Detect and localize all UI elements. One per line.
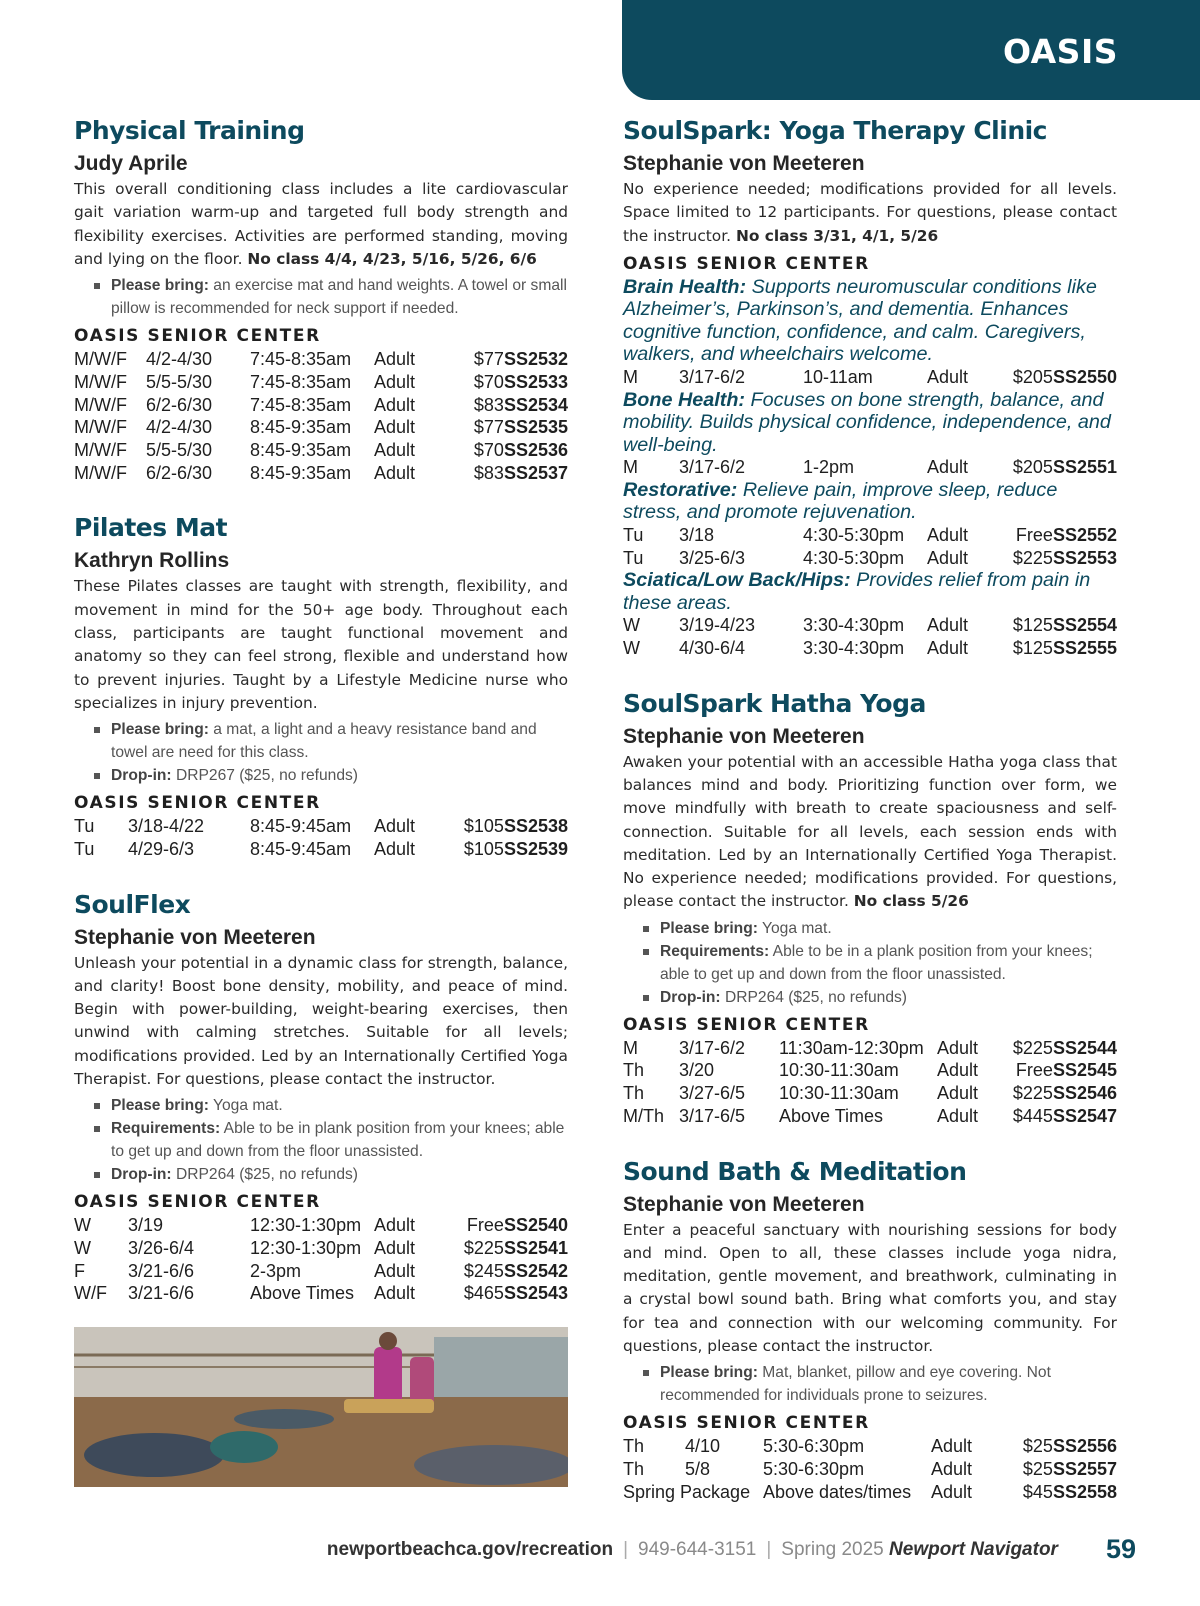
schedule-row (74, 439, 568, 462)
schedule-table (74, 815, 568, 860)
class-title: Pilates Mat (74, 513, 228, 543)
note-text: Yoga mat. (213, 1097, 283, 1115)
schedule-row (74, 348, 568, 371)
notes-list (74, 718, 568, 787)
subclass-text: Relieve pain, improve sleep, reduce stress, and promote rejuvenation. (623, 478, 1058, 524)
note-text: DRP264 ($25, no refunds) (724, 988, 907, 1006)
schedule-fee: Free (1015, 524, 1053, 545)
schedule-time: 4:30-5:30pm (803, 524, 905, 545)
note-text: DRP264 ($25, no refunds) (175, 1166, 358, 1184)
schedule-fee: $225 (1012, 1037, 1053, 1058)
schedule-fee: $465 (463, 1283, 504, 1304)
schedule-age: Adult (374, 440, 416, 460)
schedule-age: Adult (937, 1037, 979, 1058)
schedule-age: Adult (374, 838, 416, 859)
schedule-days: M (623, 366, 638, 387)
schedule-days: W (623, 637, 640, 658)
schedule-time: 12:30-1:30pm (250, 1238, 362, 1259)
schedule-days: M (623, 1037, 638, 1058)
package-age: Adult (931, 1481, 973, 1502)
schedule-body (623, 1435, 1117, 1480)
footer-separator: | (766, 1538, 772, 1560)
no-class-dates: No class 4/4, 4/23, 5/16, 5/26, 6/6 (247, 249, 537, 268)
schedule-code: SS2532 (503, 349, 568, 370)
note-text: a mat, a light and a heavy resistance band and towel are need for this class. (111, 721, 537, 762)
schedule-code: SS2542 (503, 1260, 568, 1281)
note-item (74, 764, 568, 787)
schedule-row (74, 1260, 568, 1283)
schedule-code: SS2534 (503, 394, 568, 415)
schedule-code: SS2539 (503, 838, 568, 859)
schedule-code: SS2545 (1052, 1060, 1117, 1081)
schedule-age: Adult (937, 1083, 979, 1104)
note-item (623, 940, 1117, 986)
notes-list (623, 917, 1117, 1009)
schedule-row (74, 371, 568, 394)
class-soulspark-clinic (623, 113, 1117, 660)
page-number: 59 (1105, 1534, 1136, 1564)
schedule-dates: 5/8 (685, 1458, 711, 1479)
schedule-age: Adult (374, 1283, 416, 1304)
note-label: Drop-in: (111, 767, 172, 785)
schedule-days: W (623, 615, 640, 636)
note-label: Please bring: (660, 1364, 758, 1382)
schedule-row (623, 1037, 1117, 1060)
schedule-fee: $245 (463, 1260, 504, 1281)
schedule-code: SS2557 (1052, 1458, 1117, 1479)
section-banner (622, 0, 1200, 100)
schedule-days: Tu (623, 524, 644, 545)
description-text: Awaken your potential with an accessible Hatha yoga class that balances mind and body. Prioritizing function over form, we move mindfully with breath to create spaciousness and self-connection. Suitable for all levels, each session ends with meditation. Led by an Internationally Certified Yoga Therapist. No experience needed; modifications provided. For questions, please contact the instructor. (623, 752, 1117, 911)
schedule-time: 5:30-6:30pm (763, 1436, 865, 1457)
package-times: Above dates/times (763, 1481, 912, 1502)
schedule-dates: 3/19-4/23 (679, 615, 756, 636)
class-title: SoulSpark Hatha Yoga (623, 688, 926, 718)
schedule-age: Adult (374, 1238, 416, 1259)
schedule-days: M (623, 457, 638, 478)
note-label: Please bring: (660, 919, 758, 937)
schedule-code: SS2541 (503, 1238, 568, 1259)
schedule-time: 11:30am-12:30pm (779, 1037, 924, 1058)
schedule-time: 3:30-4:30pm (803, 637, 905, 658)
reclining-participant (84, 1433, 224, 1477)
schedule-time: Above Times (779, 1105, 884, 1126)
schedule-dates: 3/25-6/3 (679, 547, 746, 568)
schedule-age: Adult (374, 462, 416, 483)
notes-list (74, 1094, 568, 1186)
schedule-fee: $105 (463, 816, 504, 837)
note-label: Requirements: (660, 942, 770, 960)
class-title: Physical Training (74, 116, 305, 145)
schedule-time: 4:30-5:30pm (803, 547, 905, 568)
schedule-row (74, 1214, 568, 1237)
schedule-dates: 3/26-6/4 (128, 1238, 195, 1259)
schedule-fee: $225 (463, 1238, 504, 1259)
schedule-dates: 3/18 (679, 524, 715, 545)
reclining-participant-3 (234, 1409, 334, 1429)
schedule-row (623, 547, 1117, 570)
note-label: Requirements: (111, 1120, 221, 1138)
schedule-dates: 3/21-6/6 (128, 1260, 195, 1281)
schedule-dates: 3/21-6/6 (128, 1283, 195, 1304)
instructor-name: Stephanie von Meeteren (623, 724, 865, 748)
subclass-brain-health (623, 276, 1117, 366)
no-class-dates: No class 5/26 (853, 892, 969, 911)
sound-bowls (344, 1399, 434, 1413)
schedule-row (74, 1237, 568, 1260)
schedule-age: Adult (374, 1260, 416, 1281)
note-label: Please bring: (111, 721, 209, 739)
schedule-table (623, 614, 1117, 659)
schedule-code: SS2544 (1052, 1037, 1117, 1058)
note-label: Drop-in: (111, 1166, 172, 1184)
schedule-age: Adult (374, 394, 416, 415)
schedule-days: Tu (74, 838, 95, 859)
schedule-fee: $125 (1012, 637, 1053, 658)
schedule-code: SS2535 (503, 417, 568, 438)
subclass-text: Supports neuromuscular conditions like Alzheimer’s, Parkinson’s, and dementia. Enhances cognitive function, confidence, and calm. Caregivers, walkers, and wheelchairs welcome. (623, 275, 1097, 366)
note-item (74, 1117, 568, 1163)
note-text: Mat, blanket, pillow and eye covering. Not recommended for individuals prone to seizures. (660, 1364, 1051, 1405)
schedule-time: 7:45-8:35am (250, 394, 352, 415)
schedule-row (623, 524, 1117, 547)
schedule-time: 10-11am (803, 366, 873, 387)
instructor-name: Kathryn Rollins (74, 549, 230, 573)
schedule-row (74, 394, 568, 417)
venue-heading: OASIS SENIOR CENTER (74, 793, 321, 814)
schedule-days: W (74, 1215, 91, 1236)
schedule-fee: $70 (473, 440, 504, 460)
schedule-row (623, 456, 1117, 479)
schedule-code: SS2550 (1052, 366, 1117, 387)
note-label: Drop-in: (660, 988, 721, 1006)
instructor-name: Judy Aprile (74, 152, 188, 175)
schedule-fee: Free (466, 1215, 504, 1236)
class-title: SoulSpark: Yoga Therapy Clinic (623, 116, 1048, 145)
class-title: Sound Bath & Meditation (623, 1156, 967, 1186)
schedule-code: SS2537 (503, 462, 568, 483)
note-item (623, 1361, 1117, 1407)
schedule-days: M/W/F (74, 417, 127, 438)
instructor-name: Stephanie von Meeteren (74, 925, 316, 949)
class-sound-bath (623, 1154, 1117, 1504)
note-text: Able to be in a plank position from your knees; able to get up and down from the floor unassisted. (660, 942, 1093, 983)
schedule-table (623, 1037, 1117, 1128)
schedule-days: Th (623, 1060, 645, 1081)
schedule-days: M/W/F (74, 462, 127, 483)
schedule-days: W (74, 1238, 91, 1259)
schedule-dates: 3/17-6/2 (679, 366, 746, 387)
schedule-dates: 4/2-4/30 (146, 417, 213, 438)
schedule-row (623, 1082, 1117, 1105)
schedule-fee: $105 (463, 838, 504, 859)
subclass-sciatica (623, 569, 1117, 614)
assistant-figure (410, 1357, 434, 1405)
venue-heading: OASIS SENIOR CENTER (623, 1413, 870, 1434)
schedule-table (74, 1214, 568, 1305)
schedule-days: M/W/F (74, 371, 127, 392)
schedule-row (623, 1105, 1117, 1128)
note-text: Yoga mat. (762, 919, 832, 937)
schedule-row (74, 838, 568, 861)
class-description: These Pilates classes are taught with strength, flexibility, and movement in mind for the 50+ age body. Throughout each class, participants are taught functional movement and anatomy so they can feel strong, flexible and understand how to prevent injuries. Taught by a Lifestyle Medicine nurse who specializes in injury prevention. (74, 577, 568, 712)
schedule-age: Adult (374, 349, 416, 370)
participant-pillow (210, 1431, 278, 1463)
class-description: Unleash your potential in a dynamic class for strength, balance, and clarity! Boost bone density, mobility, and peace of mind. Begin with power-building, weight-bearing exercises, then unwind with calming stretches. Suitable for all levels; modifications provided. Led by an Internationally Certified Yoga Therapist. For questions, please contact the instructor. (74, 953, 568, 1089)
subclass-label: Restorative: (623, 478, 738, 501)
class-description (623, 178, 1117, 248)
venue-heading: OASIS SENIOR CENTER (623, 1014, 870, 1035)
class-pilates-mat (74, 510, 568, 860)
schedule-age: Adult (931, 1458, 973, 1479)
schedule-row (623, 637, 1117, 660)
schedule-age: Adult (937, 1105, 979, 1126)
note-text: DRP267 ($25, no refunds) (175, 767, 358, 785)
schedule-time: 5:30-6:30pm (763, 1458, 865, 1479)
subclass-restorative (623, 479, 1117, 524)
schedule-dates: 3/17-6/5 (679, 1105, 746, 1126)
schedule-table (74, 348, 568, 484)
schedule-code: SS2552 (1052, 524, 1117, 545)
subclass-label: Brain Health: (623, 275, 747, 298)
schedule-fee: $77 (473, 417, 504, 438)
schedule-days: W/F (74, 1283, 107, 1304)
class-description (74, 178, 568, 271)
schedule-days: Tu (623, 547, 644, 568)
schedule-days: F (74, 1260, 85, 1281)
schedule-fee: Free (1015, 1060, 1053, 1081)
schedule-time: 10:30-11:30am (779, 1083, 899, 1104)
schedule-code: SS2547 (1052, 1105, 1117, 1126)
schedule-table (623, 366, 1117, 389)
footer-separator: | (623, 1538, 629, 1560)
class-soulspark-hatha-yoga (623, 686, 1117, 1128)
schedule-code: SS2554 (1052, 615, 1117, 636)
schedule-row (623, 366, 1117, 389)
subclass-bone-health (623, 389, 1117, 457)
subclass-label: Sciatica/Low Back/Hips: (623, 569, 851, 592)
schedule-fee: $445 (1012, 1105, 1053, 1126)
schedule-days: M/W/F (74, 394, 127, 415)
right-column (623, 113, 1117, 1529)
class-description: Enter a peaceful sanctuary with nourishing sessions for body and mind. Open to all, these classes include yoga nidra, meditation, gentle movement, and breathwork, culminating in a crystal bowl sound bath. Bring what comforts you, and stay for tea and connection with our welcoming community. For questions, please contact the instructor. (623, 1220, 1117, 1355)
no-class-dates: No class 3/31, 4/1, 5/26 (735, 226, 939, 245)
schedule-fee: $125 (1012, 615, 1053, 636)
schedule-time: 1-2pm (803, 457, 855, 478)
schedule-dates: 4/2-4/30 (146, 349, 213, 370)
package-code: SS2558 (1052, 1481, 1117, 1502)
note-text: an exercise mat and hand weights. A towel or small pillow is recommended for neck support if needed. (111, 277, 567, 318)
schedule-dates: 3/19 (128, 1215, 164, 1236)
schedule-time: 10:30-11:30am (779, 1060, 899, 1081)
note-item (74, 1163, 568, 1186)
description-text: No experience needed; modifications provided for all levels. Space limited to 12 participants. For questions, please contact the instructor. (623, 180, 1117, 245)
package-label: Spring Package (623, 1481, 751, 1502)
schedule-fee: $77 (473, 349, 504, 370)
note-label: Please bring: (111, 277, 209, 295)
note-item (74, 1094, 568, 1117)
schedule-fee: $205 (1012, 457, 1053, 478)
schedule-code: SS2555 (1052, 637, 1117, 658)
schedule-days: M/W/F (74, 349, 127, 370)
schedule-time: 8:45-9:35am (250, 440, 352, 460)
schedule-code: SS2533 (503, 371, 568, 392)
schedule-row (623, 1458, 1117, 1481)
schedule-table (623, 1435, 1117, 1503)
schedule-fee: $83 (473, 462, 504, 483)
venue-heading: OASIS SENIOR CENTER (74, 1192, 321, 1213)
schedule-time: 8:45-9:35am (250, 417, 352, 438)
schedule-table (623, 524, 1117, 569)
schedule-row (74, 416, 568, 439)
class-physical-training (74, 113, 568, 484)
subclass-label: Bone Health: (623, 388, 745, 411)
schedule-row (623, 1435, 1117, 1458)
reclining-participant-2 (414, 1445, 568, 1485)
photo-illustration (74, 1327, 568, 1487)
note-text: Able to be in plank position from your knees; able to get up and down from the floor unassisted. (111, 1120, 565, 1161)
left-column (74, 113, 568, 1513)
note-item (74, 274, 568, 320)
schedule-dates: 4/10 (685, 1436, 721, 1457)
schedule-age: Adult (927, 615, 969, 636)
schedule-time: 8:45-9:35am (250, 462, 352, 483)
schedule-fee: $225 (1012, 547, 1053, 568)
schedule-time: 7:45-8:35am (250, 349, 352, 370)
schedule-days: M/W/F (74, 440, 127, 460)
schedule-age: Adult (374, 417, 416, 438)
schedule-row (623, 1059, 1117, 1082)
schedule-days: Th (623, 1083, 645, 1104)
schedule-code: SS2551 (1052, 457, 1117, 478)
wall-panel (434, 1337, 568, 1397)
schedule-dates: 3/20 (679, 1060, 715, 1081)
schedule-dates: 3/17-6/2 (679, 1037, 746, 1058)
subclass-text: Focuses on bone strength, balance, and mobility. Builds physical confidence, independence, and well-being. (623, 388, 1111, 456)
schedule-time: 8:45-9:45am (250, 838, 352, 859)
notes-list (74, 274, 568, 320)
schedule-row (74, 1282, 568, 1305)
schedule-fee: $25 (1022, 1436, 1053, 1457)
schedule-age: Adult (927, 366, 969, 387)
schedule-fee: $225 (1012, 1083, 1053, 1104)
schedule-age: Adult (927, 524, 969, 545)
note-label: Please bring: (111, 1097, 209, 1115)
schedule-time: 3:30-4:30pm (803, 615, 905, 636)
schedule-time: 8:45-9:45am (250, 816, 352, 837)
schedule-age: Adult (374, 1215, 416, 1236)
notes-list (623, 1361, 1117, 1407)
footer-season: Spring 2025 (781, 1538, 884, 1560)
schedule-age: Adult (931, 1436, 973, 1457)
banner-title: OASIS (1002, 32, 1118, 71)
schedule-table (623, 456, 1117, 479)
footer-magazine: Newport Navigator (889, 1538, 1058, 1560)
package-row (623, 1481, 1117, 1504)
class-description (623, 751, 1117, 914)
schedule-time: 12:30-1:30pm (250, 1215, 362, 1236)
schedule-code: SS2538 (503, 816, 568, 837)
schedule-dates: 6/2-6/30 (146, 394, 213, 415)
schedule-row (74, 815, 568, 838)
schedule-time: Above Times (250, 1283, 355, 1304)
schedule-days: M/Th (623, 1105, 665, 1126)
schedule-fee: $83 (473, 394, 504, 415)
footer-url[interactable]: newportbeachca.gov/recreation (326, 1538, 614, 1560)
description-text: This overall conditioning class includes a lite cardiovascular gait variation warm-up and targeted full body strength and flexibility exercises. Activities are performed standing, moving and lying on the floor. (74, 180, 568, 268)
schedule-time: 7:45-8:35am (250, 371, 352, 392)
schedule-age: Adult (374, 816, 416, 837)
footer-phone: 949-644-3151 (638, 1538, 757, 1560)
sound-bath-class-photo (74, 1327, 568, 1487)
instructor-head (379, 1332, 397, 1350)
schedule-dates: 5/5-5/30 (146, 371, 213, 392)
instructor-figure (374, 1347, 402, 1405)
note-item (623, 917, 1117, 940)
schedule-dates: 3/17-6/2 (679, 457, 746, 478)
schedule-fee: $205 (1012, 366, 1053, 387)
class-title: SoulFlex (74, 889, 191, 919)
instructor-name: Stephanie von Meeteren (623, 1192, 865, 1216)
subclass-text: Provides relief from pain in these areas. (623, 569, 1091, 614)
schedule-age: Adult (927, 547, 969, 568)
schedule-code: SS2536 (503, 440, 568, 460)
schedule-age: Adult (927, 457, 969, 478)
schedule-row (623, 614, 1117, 637)
schedule-time: 2-3pm (250, 1260, 302, 1281)
class-soulflex (74, 887, 568, 1488)
schedule-fee: $70 (473, 371, 504, 392)
schedule-days: Th (623, 1458, 645, 1479)
schedule-fee: $25 (1022, 1458, 1053, 1479)
schedule-dates: 3/27-6/5 (679, 1083, 746, 1104)
schedule-age: Adult (927, 637, 969, 658)
schedule-days: Th (623, 1436, 645, 1457)
note-item (74, 718, 568, 764)
venue-heading: OASIS SENIOR CENTER (623, 253, 870, 274)
page-footer (327, 1534, 1136, 1565)
instructor-name: Stephanie von Meeteren (623, 152, 865, 175)
schedule-code: SS2540 (503, 1215, 568, 1236)
schedule-code: SS2553 (1052, 547, 1117, 568)
venue-heading: OASIS SENIOR CENTER (74, 326, 321, 347)
schedule-dates: 4/29-6/3 (128, 838, 195, 859)
schedule-age: Adult (374, 371, 416, 392)
schedule-code: SS2546 (1052, 1083, 1117, 1104)
schedule-dates: 6/2-6/30 (146, 462, 213, 483)
schedule-age: Adult (937, 1060, 979, 1081)
schedule-dates: 3/18-4/22 (128, 816, 205, 837)
schedule-days: Tu (74, 816, 95, 837)
schedule-code: SS2543 (503, 1283, 568, 1304)
schedule-dates: 5/5-5/30 (146, 440, 213, 460)
note-item (623, 986, 1117, 1009)
schedule-code: SS2556 (1052, 1436, 1117, 1457)
package-fee: $45 (1022, 1481, 1053, 1502)
schedule-row (74, 462, 568, 485)
schedule-dates: 4/30-6/4 (679, 637, 746, 658)
